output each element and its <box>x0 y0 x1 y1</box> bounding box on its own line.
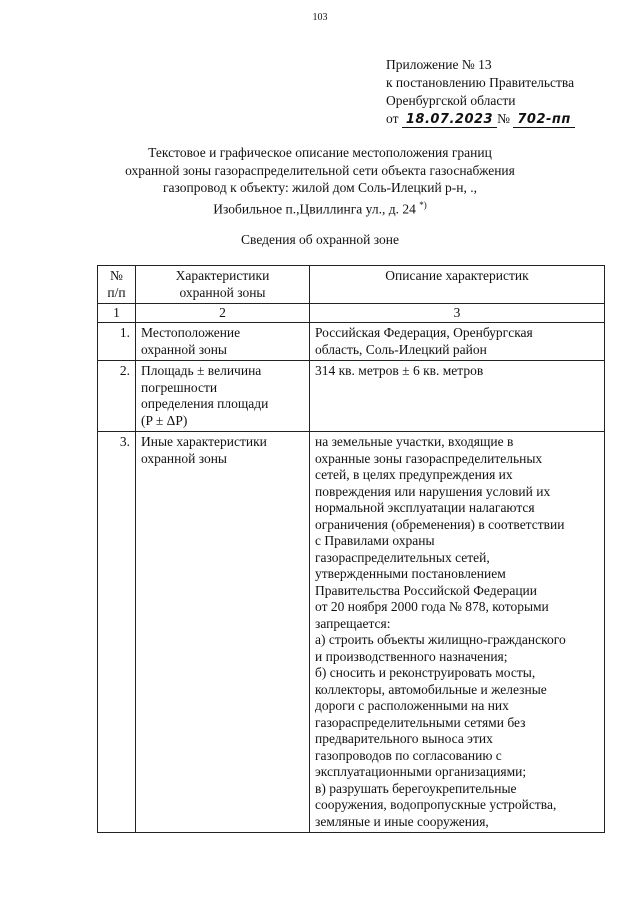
description-line: нормальной эксплуатации налагаются <box>315 500 535 515</box>
section-subtitle: Сведения об охранной зоне <box>241 232 399 247</box>
description-line: 314 кв. метров ± 6 кв. метров <box>315 363 484 378</box>
description-line: сооружения, водопропускные устройства, <box>315 797 557 812</box>
title-line-3: газопровод к объекту: жилой дом Соль-Илецкий р-н, ., <box>162 180 478 195</box>
title-line-4-text: Изобильное п.,Цвиллинга ул., д. 24 <box>213 201 416 216</box>
characteristic-line: Площадь ± величина <box>141 363 262 378</box>
appendix-line-2: к постановлению Правительства <box>386 75 575 90</box>
table-header-row <box>98 266 605 304</box>
description-line: утвержденными постановлением <box>315 566 506 581</box>
description-line: область, Соль-Илецкий район <box>315 341 487 357</box>
description-line: в) разрушать берегоукрепительные <box>315 780 517 796</box>
appendix-line-3: Оренбургской области <box>386 93 516 108</box>
header-description <box>310 266 605 304</box>
appendix-line-1: Приложение № 13 <box>386 57 492 72</box>
description-line: дороги с расположенными на них <box>315 698 509 713</box>
description-line: от 20 ноября 2000 года № 878, которыми <box>315 599 549 614</box>
column-number-3: 3 <box>310 304 605 323</box>
description-line: и производственного назначения; <box>315 648 508 664</box>
table-row <box>98 323 605 361</box>
column-number-1: 1 <box>98 304 136 323</box>
description-line: с Правилами охраны <box>315 533 435 548</box>
row-description <box>310 432 605 833</box>
table-body <box>98 323 605 833</box>
title-line-2: охранной зоны газораспределительной сети объекта газоснабжения <box>125 162 515 178</box>
column-number-2: 2 <box>136 304 310 323</box>
zone-info-table <box>97 265 605 833</box>
handwritten-number: 702-пп <box>513 113 575 128</box>
characteristic-line: Иные характеристики <box>141 434 267 449</box>
description-line: земляные и иные сооружения, <box>315 813 489 829</box>
description-line: ограничения (обременения) в соответствии <box>315 516 565 532</box>
description-line: Правительства Российской Федерации <box>315 582 537 598</box>
characteristic-line: Местоположение <box>141 325 241 340</box>
page-number: 103 <box>312 12 328 23</box>
characteristic-line: охранной зоны <box>141 341 228 357</box>
header-number-line-1: № <box>110 268 123 283</box>
description-line: газопроводов по согласованию с <box>315 747 502 763</box>
description-line: коллекторы, автомобильные и железные <box>315 681 547 697</box>
characteristic-line: охранной зоны <box>141 450 228 466</box>
description-line: повреждения или нарушения условий их <box>315 483 551 499</box>
appendix-block <box>386 56 575 128</box>
characteristic-line: определения площади <box>141 396 269 411</box>
description-line: газораспределительными сетями без <box>315 714 526 730</box>
footnote-mark: *) <box>419 199 427 210</box>
description-line: предварительного выноса этих <box>315 731 493 746</box>
description-line: а) строить объекты жилищно-гражданского <box>315 632 566 647</box>
row-number: 3. <box>98 432 136 833</box>
header-characteristics-line-2: охранной зоны <box>179 284 266 300</box>
description-line: сетей, в целях предупреждения их <box>315 467 513 482</box>
row-number: 1. <box>98 323 136 361</box>
from-label: от <box>386 111 399 126</box>
description-line: на земельные участки, входящие в <box>315 434 514 449</box>
description-line: газораспределительных сетей, <box>315 549 490 565</box>
title-line-4 <box>100 197 540 218</box>
title-line-1: Текстовое и графическое описание местоположения границ <box>148 145 492 160</box>
number-label: № <box>497 111 510 126</box>
appendix-line-4 <box>386 110 575 128</box>
row-characteristic <box>136 323 310 361</box>
row-characteristic <box>136 432 310 833</box>
description-line: б) сносить и реконструировать мосты, <box>315 665 536 680</box>
characteristic-line: (P ± ΔP) <box>141 412 188 428</box>
table-row <box>98 432 605 833</box>
row-description <box>310 323 605 361</box>
table-row <box>98 361 605 432</box>
handwritten-date: 18.07.2023 <box>402 113 497 128</box>
document-title <box>100 144 540 218</box>
header-number <box>98 266 136 304</box>
header-characteristics <box>136 266 310 304</box>
header-number-line-2: п/п <box>107 284 126 300</box>
description-line: эксплуатационными организациями; <box>315 764 527 779</box>
row-number: 2. <box>98 361 136 432</box>
description-line: Российская Федерация, Оренбургская <box>315 325 533 340</box>
row-description <box>310 361 605 432</box>
row-characteristic <box>136 361 310 432</box>
header-description-text: Описание характеристик <box>385 268 529 283</box>
column-number-row <box>98 304 605 323</box>
description-line: охранные зоны газораспределительных <box>315 450 543 466</box>
description-line: запрещается: <box>315 615 391 631</box>
header-characteristics-line-1: Характеристики <box>175 268 270 283</box>
characteristic-line: погрешности <box>141 379 218 395</box>
